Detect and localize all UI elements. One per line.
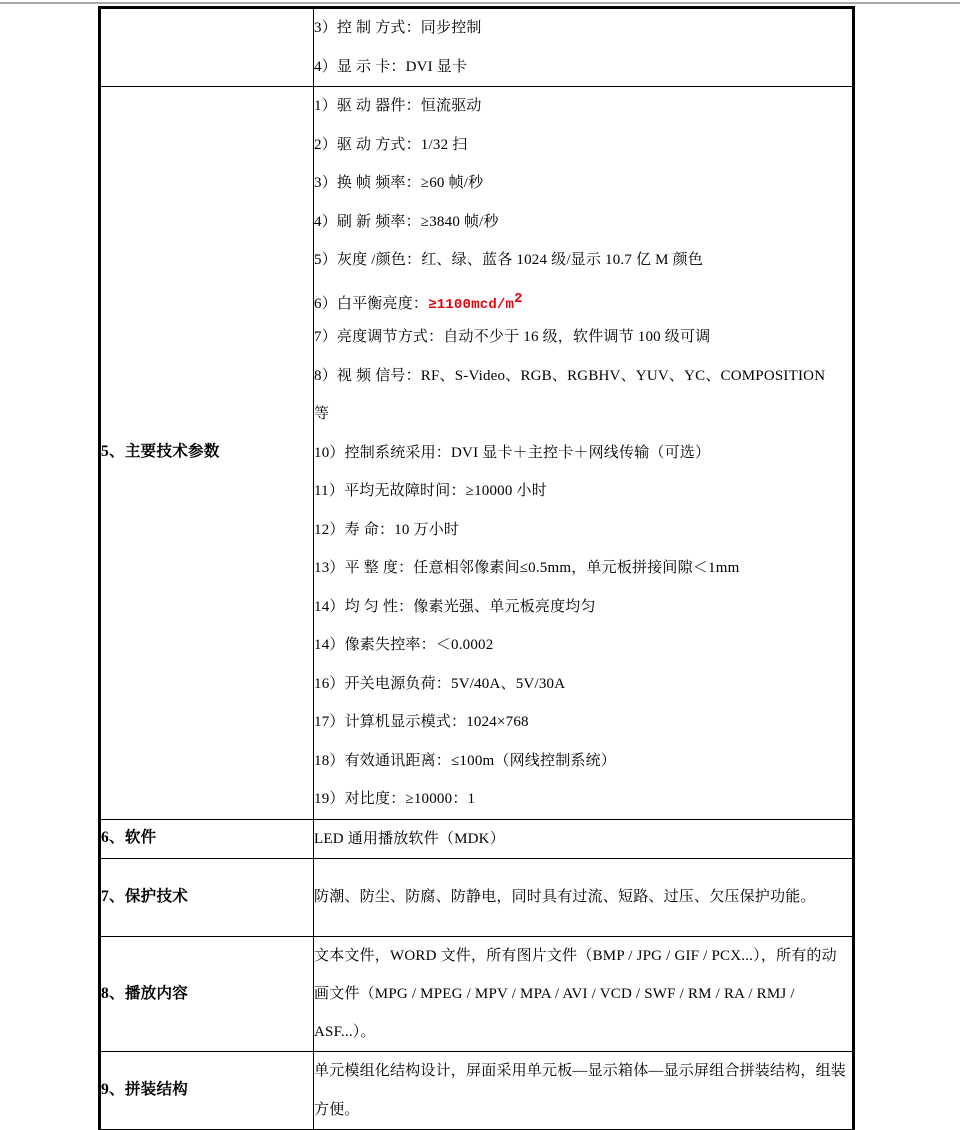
specification-table bbox=[100, 8, 853, 1130]
row-label-software: 6、软件 bbox=[101, 819, 314, 859]
spec-line: 16）开关电源负荷：5V/40A、5V/30A bbox=[314, 675, 566, 692]
page-top-rule bbox=[0, 2, 960, 4]
spec-line-continuation: 等 bbox=[314, 406, 330, 422]
white-balance-brightness-value: ≥1100mcd/m bbox=[428, 296, 515, 313]
spec-line: 14）像素失控率：＜0.0002 bbox=[314, 637, 494, 653]
spec-paragraph: 防潮、防尘、防腐、防静电，同时具有过流、短路、过压、欠压保护功能。 bbox=[314, 889, 816, 906]
row-label-protection: 7、保护技术 bbox=[101, 859, 314, 937]
row-value-playback-content bbox=[314, 937, 853, 1052]
spec-line: 1）驱 动 器件：恒流驱动 bbox=[314, 98, 482, 114]
row-label-playback-content: 8、播放内容 bbox=[101, 937, 314, 1052]
spec-line: 3）换 帧 频率：≥60 帧/秒 bbox=[314, 175, 484, 191]
row-value-continued-control bbox=[314, 9, 853, 87]
row-value-assembly-structure bbox=[314, 1052, 853, 1130]
spec-line: 11）平均无故障时间：≥10000 小时 bbox=[314, 483, 547, 499]
row-value-main-parameters bbox=[314, 87, 853, 820]
row-label-main-parameters: 5、主要技术参数 bbox=[101, 87, 314, 820]
table-row bbox=[101, 819, 853, 859]
row-label-continued-control bbox=[101, 9, 314, 87]
spec-line: 18）有效通讯距离：≤100m（网线控制系统） bbox=[314, 752, 617, 769]
table-row bbox=[101, 937, 853, 1052]
table-row bbox=[101, 859, 853, 937]
spec-line: 14）均 匀 性：像素光强、单元板亮度均匀 bbox=[314, 598, 596, 615]
spec-line: LED 通用播放软件（MDK） bbox=[314, 830, 505, 847]
row-value-software bbox=[314, 819, 853, 859]
spec-line: 13）平 整 度：任意相邻像素间≤0.5mm，单元板拼接间隙＜1mm bbox=[314, 560, 740, 576]
spec-line: 10）控制系统采用：DVI 显卡＋主控卡＋网线传输（可选） bbox=[314, 444, 711, 461]
spec-line: 4）显 示 卡：DVI 显卡 bbox=[314, 58, 468, 75]
spec-line-white-balance-label: 6）白平衡亮度： bbox=[314, 295, 429, 312]
specification-table-container bbox=[100, 8, 852, 1130]
spec-line: 5）灰度 /颜色：红、绿、蓝各 1024 级/显示 10.7 亿 M 颜色 bbox=[314, 252, 704, 268]
spec-line: 2）驱 动 方式：1/32 扫 bbox=[314, 136, 468, 153]
spec-line: 17）计算机显示模式：1024×768 bbox=[314, 714, 529, 730]
row-value-protection bbox=[314, 859, 853, 937]
spec-line: 3）控 制 方式：同步控制 bbox=[314, 20, 482, 36]
spec-line-white-balance bbox=[314, 280, 852, 319]
table-row bbox=[101, 9, 853, 87]
spec-line: 4）刷 新 频率：≥3840 帧/秒 bbox=[314, 213, 499, 230]
table-row bbox=[101, 1052, 853, 1130]
table-row bbox=[101, 87, 853, 820]
spec-paragraph: 文本文件，WORD 文件，所有图片文件（BMP / JPG / GIF / PCX...），所有的动画文件（MPG / MPEG / MPV / MPA / AVI / VCD / SWF / RM / RA / RMJ / ASF...）。 bbox=[314, 948, 837, 1040]
spec-line: 19）对比度：≥10000：1 bbox=[314, 791, 476, 807]
spec-line: 8）视 频 信号：RF、S-Video、RGB、RGBHV、YUV、YC、COMPOSITION bbox=[314, 367, 826, 384]
row-label-assembly-structure: 9、拼装结构 bbox=[101, 1052, 314, 1130]
spec-paragraph: 单元模组化结构设计，屏面采用单元板—显示箱体—显示屏组合拼装结构，组装方便。 bbox=[314, 1063, 847, 1118]
spec-line: 12）寿 命：10 万小时 bbox=[314, 521, 460, 538]
spec-line: 7）亮度调节方式：自动不少于 16 级，软件调节 100 级可调 bbox=[314, 329, 711, 345]
white-balance-brightness-exponent: 2 bbox=[514, 290, 523, 307]
